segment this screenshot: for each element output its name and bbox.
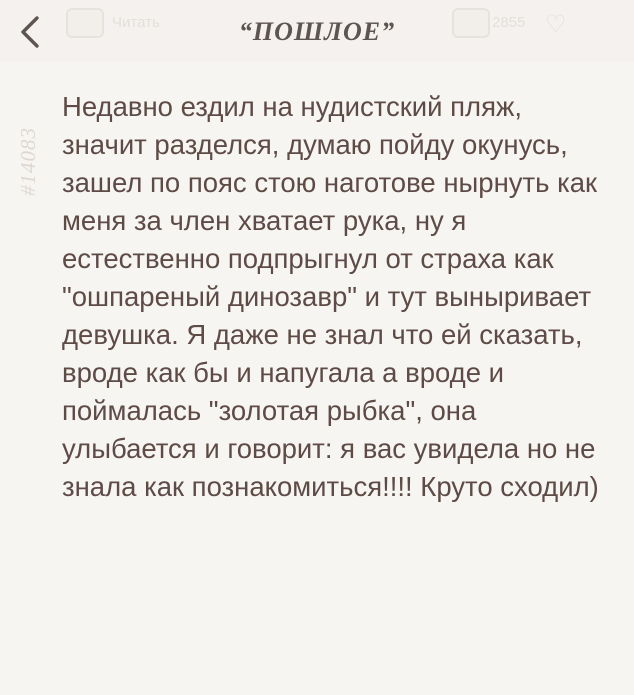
comment-count: 2855: [492, 14, 526, 31]
post-id-label: #14083: [16, 127, 40, 196]
post-text: Недавно ездил на нудистский пляж, значит разделся, думаю пойду окунусь, зашел по пояс стою наготове нырнуть как меня за член хватает рука, ну я естественно подпрыгнул от страха как "ошпареный динозавр" и тут выныривает девушка. Я даже не знал что ей сказать, вроде как бы и напугала а вроде и поймалась "золотая рыбка", она улыбается и говорит: я вас увидела но не знала как познакомиться!!!! Круто сходил): [62, 91, 605, 502]
share-label: Читать: [112, 14, 160, 31]
heart-icon: ♡: [545, 10, 567, 38]
top-bar: [0, 0, 634, 62]
page-title: “ПОШЛОЕ”: [238, 17, 396, 46]
